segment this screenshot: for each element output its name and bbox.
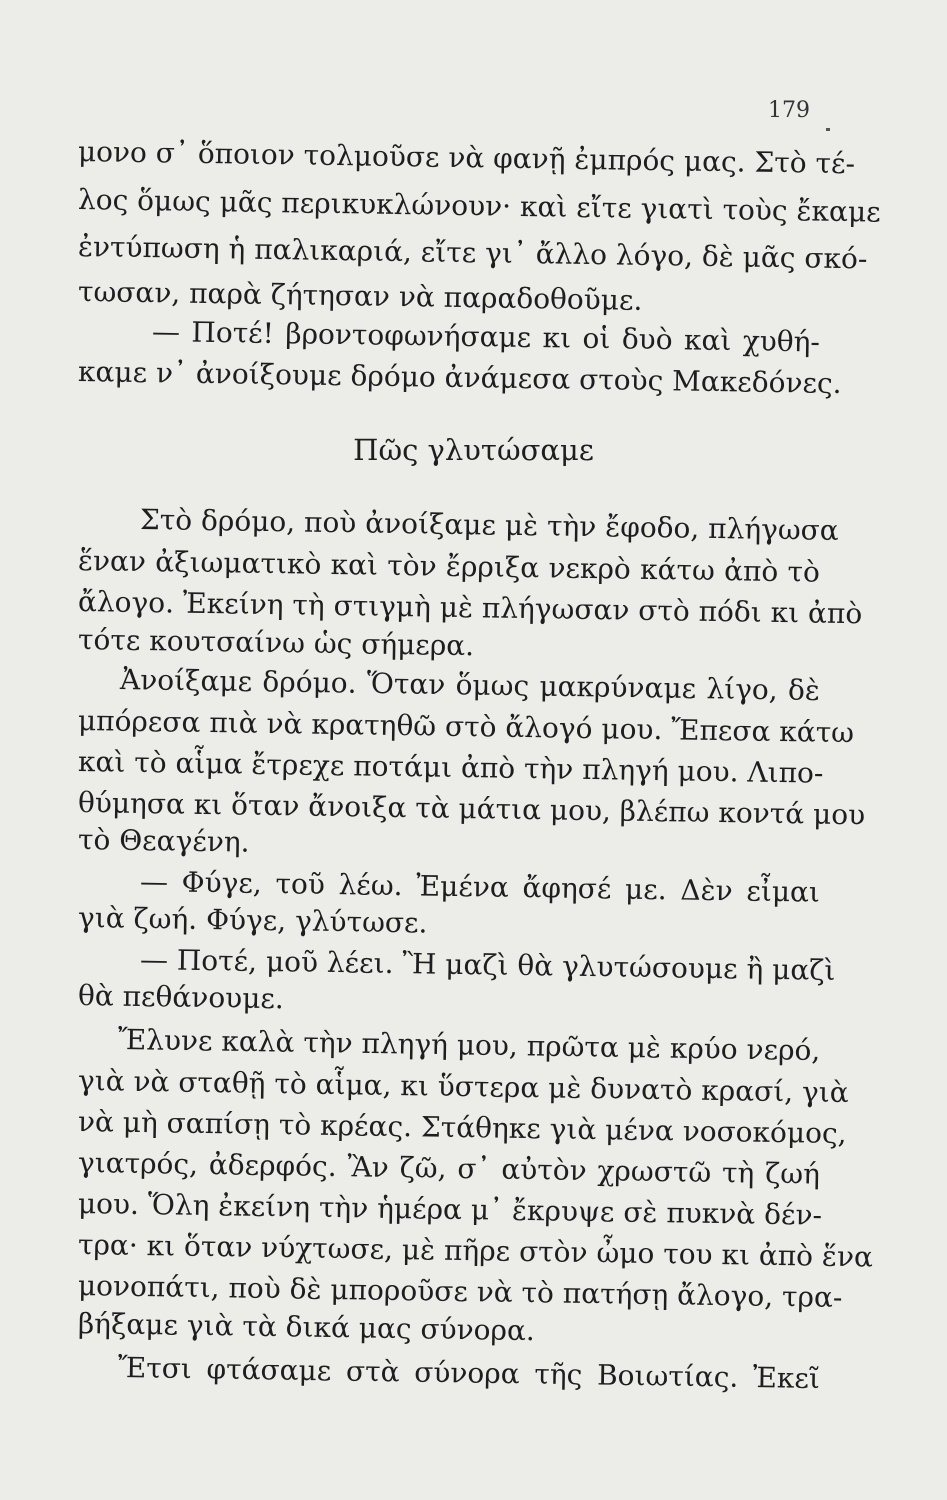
text-line: μπόρεσα πιὰ νὰ κρατηθῶ στὸ ἄλογό μου. Ἔπεσα κάτω (77, 704, 855, 750)
print-speck (826, 128, 830, 131)
text-line: — Ποτέ! βροντοφωνήσαμε κι οἱ δυὸ καὶ χυθή- (151, 315, 821, 359)
text-line: Ἀνοίξαμε δρόμο. Ὅταν ὅμως μακρύναμε λίγο, δὲ (119, 663, 821, 707)
text-line: λος ὅμως μᾶς περικυκλώνουν· καὶ εἴτε γιατὶ τοὺς ἔκαμε (77, 183, 881, 229)
text-line: Στὸ δρόμο, ποὺ ἀνοίξαμε μὲ τὴν ἔφοδο, πλήγωσα (139, 503, 839, 547)
text-line: τὸ Θεαγένη. (77, 823, 250, 859)
text-line: τωσαν, παρὰ ζήτησαν νὰ παραδοθοῦμε. (77, 275, 643, 317)
text-line: καὶ τὸ αἷμα ἔτρεχε ποτάμι ἀπὸ τὴν πληγή μου. Λιπο- (77, 745, 824, 790)
text-line: γιὰ ζωή. Φύγε, γλύτωσε. (77, 901, 428, 940)
text-line: μου. Ὅλη ἐκείνη τὴν ἡμέρα μ᾽ ἔκρυψε σὲ πυκνὰ δέν- (77, 1187, 823, 1232)
text-line: μονοπάτι, ποὺ δὲ μποροῦσε νὰ τὸ πατήσῃ ἄλογο, τρα- (77, 1269, 843, 1315)
text-line: θὰ πεθάνουμε. (77, 979, 285, 1016)
text-line: — Ποτέ, μοῦ λέει. Ἢ μαζὶ θὰ γλυτώσουμε ἢ μαζὶ (139, 943, 836, 987)
text-line: ἐντύπωση ἡ παλικαριά, εἴτε γι᾽ ἄλλο λόγο, δὲ μᾶς σκό- (77, 230, 868, 276)
text-line: Ἔτσι φτάσαμε στὰ σύνορα τῆς Βοιωτίας. Ἐκεῖ (117, 1351, 821, 1396)
text-line: Ἔλυνε καλὰ τὴν πληγή μου, πρῶτα μὲ κρύο νερό, (117, 1023, 821, 1068)
text-line: ἕναν ἀξιωματικὸ καὶ τὸν ἔρριξα νεκρὸ κάτω ἀπὸ τὸ (77, 544, 821, 589)
text-line: γιὰ νὰ σταθῇ τὸ αἷμα, κι ὕστερα μὲ δυνατὸ κρασί, γιὰ (77, 1064, 849, 1110)
text-line: καμε ν᾽ ἀνοίξουμε δρόμο ἀνάμεσα στοὺς Μακεδόνες. (77, 355, 842, 400)
text-line: γιατρός, ἀδερφός. Ἂν ζῶ, σ᾽ αὐτὸν χρωστῶ τὴ ζωή (77, 1146, 821, 1191)
text-line: θύμησα κι ὅταν ἄνοιξα τὰ μάτια μου, βλέπω κοντά μου (77, 786, 866, 832)
text-line: νὰ μὴ σαπίσῃ τὸ κρέας. Στάθηκε γιὰ μένα νοσοκόμος, (77, 1105, 847, 1151)
text-line: ἄλογο. Ἐκείνη τὴ στιγμὴ μὲ πλήγωσαν στὸ πόδι κι ἀπὸ (77, 585, 863, 631)
page-number: 179 (768, 98, 810, 123)
text-line: μονο σ᾽ ὅποιον τολμοῦσε νὰ φανῇ ἐμπρός μας. Στὸ τέ- (77, 135, 856, 181)
text-line: — Φύγε, τοῦ λέω. Ἐμένα ἄφησέ με. Δὲν εἶμαι (139, 865, 821, 909)
text-line: τρα· κι ὅταν νύχτωσε, μὲ πῆρε στὸν ὦμο του κι ἀπὸ ἕνα (77, 1228, 874, 1274)
section-heading: Πῶς γλυτώσαμε (353, 433, 594, 467)
text-line: τότε κουτσαίνω ὡς σήμερα. (77, 623, 475, 663)
text-line: βήξαμε γιὰ τὰ δικά μας σύνορα. (77, 1307, 536, 1348)
